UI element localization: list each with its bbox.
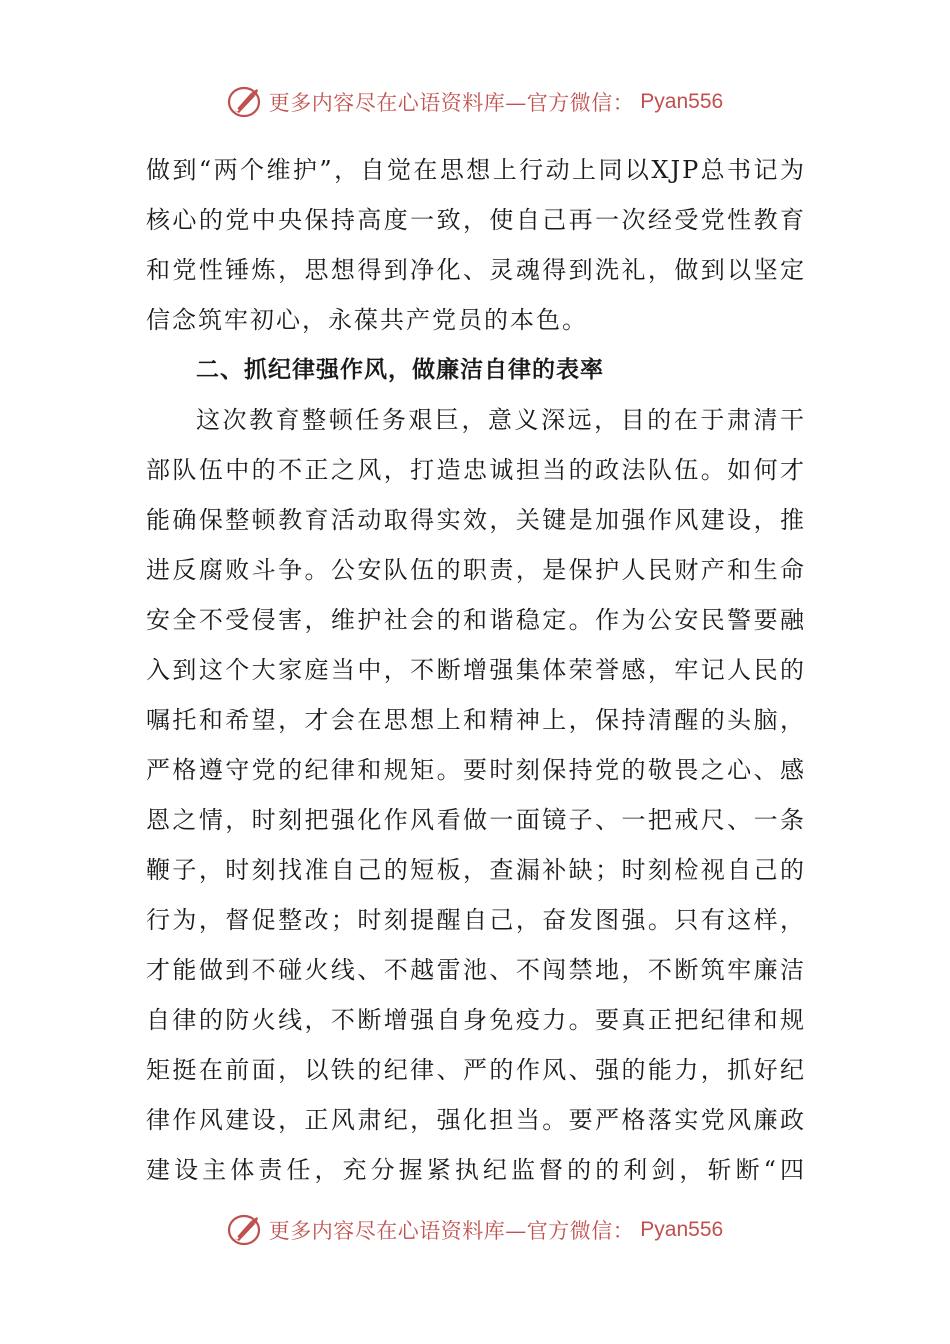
pen-logo-icon (227, 1213, 263, 1247)
paragraph-line: 信念筑牢初心，永葆共产党员的本色。 (146, 306, 588, 334)
paragraph-line: 行为，督促整改；时刻提醒自己，奋发图强。只有这样， (146, 906, 806, 934)
paragraph-line: 嘱托和希望，才会在思想上和精神上，保持清醒的头脑， (146, 706, 806, 734)
paragraph-line: 做到“两个维护”，自觉在思想上行动上同以XJP总书记为 (146, 156, 806, 184)
watermark-wechat-id: Pyan556 (640, 90, 724, 113)
footer-watermark (0, 1210, 950, 1250)
paragraph-line: 严格遵守党的纪律和规矩。要时刻保持党的敬畏之心、感 (146, 756, 806, 784)
paragraph-line: 和党性锤炼，思想得到净化、灵魂得到洗礼，做到以坚定 (146, 256, 806, 284)
paragraph-line: 安全不受侵害，维护社会的和谐稳定。作为公安民警要融 (146, 606, 806, 634)
paragraph-line: 入到这个大家庭当中，不断增强集体荣誉感，牢记人民的 (146, 656, 806, 684)
paragraph-line: 自律的防火线，不断增强自身免疫力。要真正把纪律和规 (146, 1006, 806, 1034)
watermark-text: 更多内容尽在心语资料库—官方微信： (268, 91, 635, 115)
paragraph-line: 矩挺在前面，以铁的纪律、严的作风、强的能力，抓好纪 (146, 1056, 806, 1084)
section-heading: 二、抓纪律强作风，做廉洁自律的表率 (196, 357, 604, 383)
pen-logo-icon (227, 85, 263, 119)
paragraph-line: 进反腐败斗争。公安队伍的职责，是保护人民财产和生命 (146, 556, 806, 584)
watermark-wechat-id: Pyan556 (640, 1218, 724, 1241)
paragraph-line: 建设主体责任，充分握紧执纪监督的的利剑，斩断“四 (146, 1156, 806, 1184)
paragraph-line: 才能做到不碰火线、不越雷池、不闯禁地，不断筑牢廉洁 (146, 956, 806, 984)
document-body (146, 145, 806, 1195)
header-watermark (0, 82, 950, 122)
paragraph-line: 核心的党中央保持高度一致，使自己再一次经受党性教育 (146, 206, 806, 234)
paragraph-line: 部队伍中的不正之风，打造忠诚担当的政法队伍。如何才 (146, 456, 806, 484)
paragraph-line: 能确保整顿教育活动取得实效，关键是加强作风建设，推 (146, 506, 806, 534)
paragraph-line: 这次教育整顿任务艰巨，意义深远，目的在于肃清干 (196, 406, 806, 434)
watermark-text: 更多内容尽在心语资料库—官方微信： (268, 1219, 635, 1243)
paragraph-line: 恩之情，时刻把强化作风看做一面镜子、一把戒尺、一条 (146, 806, 806, 834)
paragraph-line: 鞭子，时刻找准自己的短板，查漏补缺；时刻检视自己的 (146, 856, 806, 884)
paragraph-line: 律作风建设，正风肃纪，强化担当。要严格落实党风廉政 (146, 1106, 806, 1134)
